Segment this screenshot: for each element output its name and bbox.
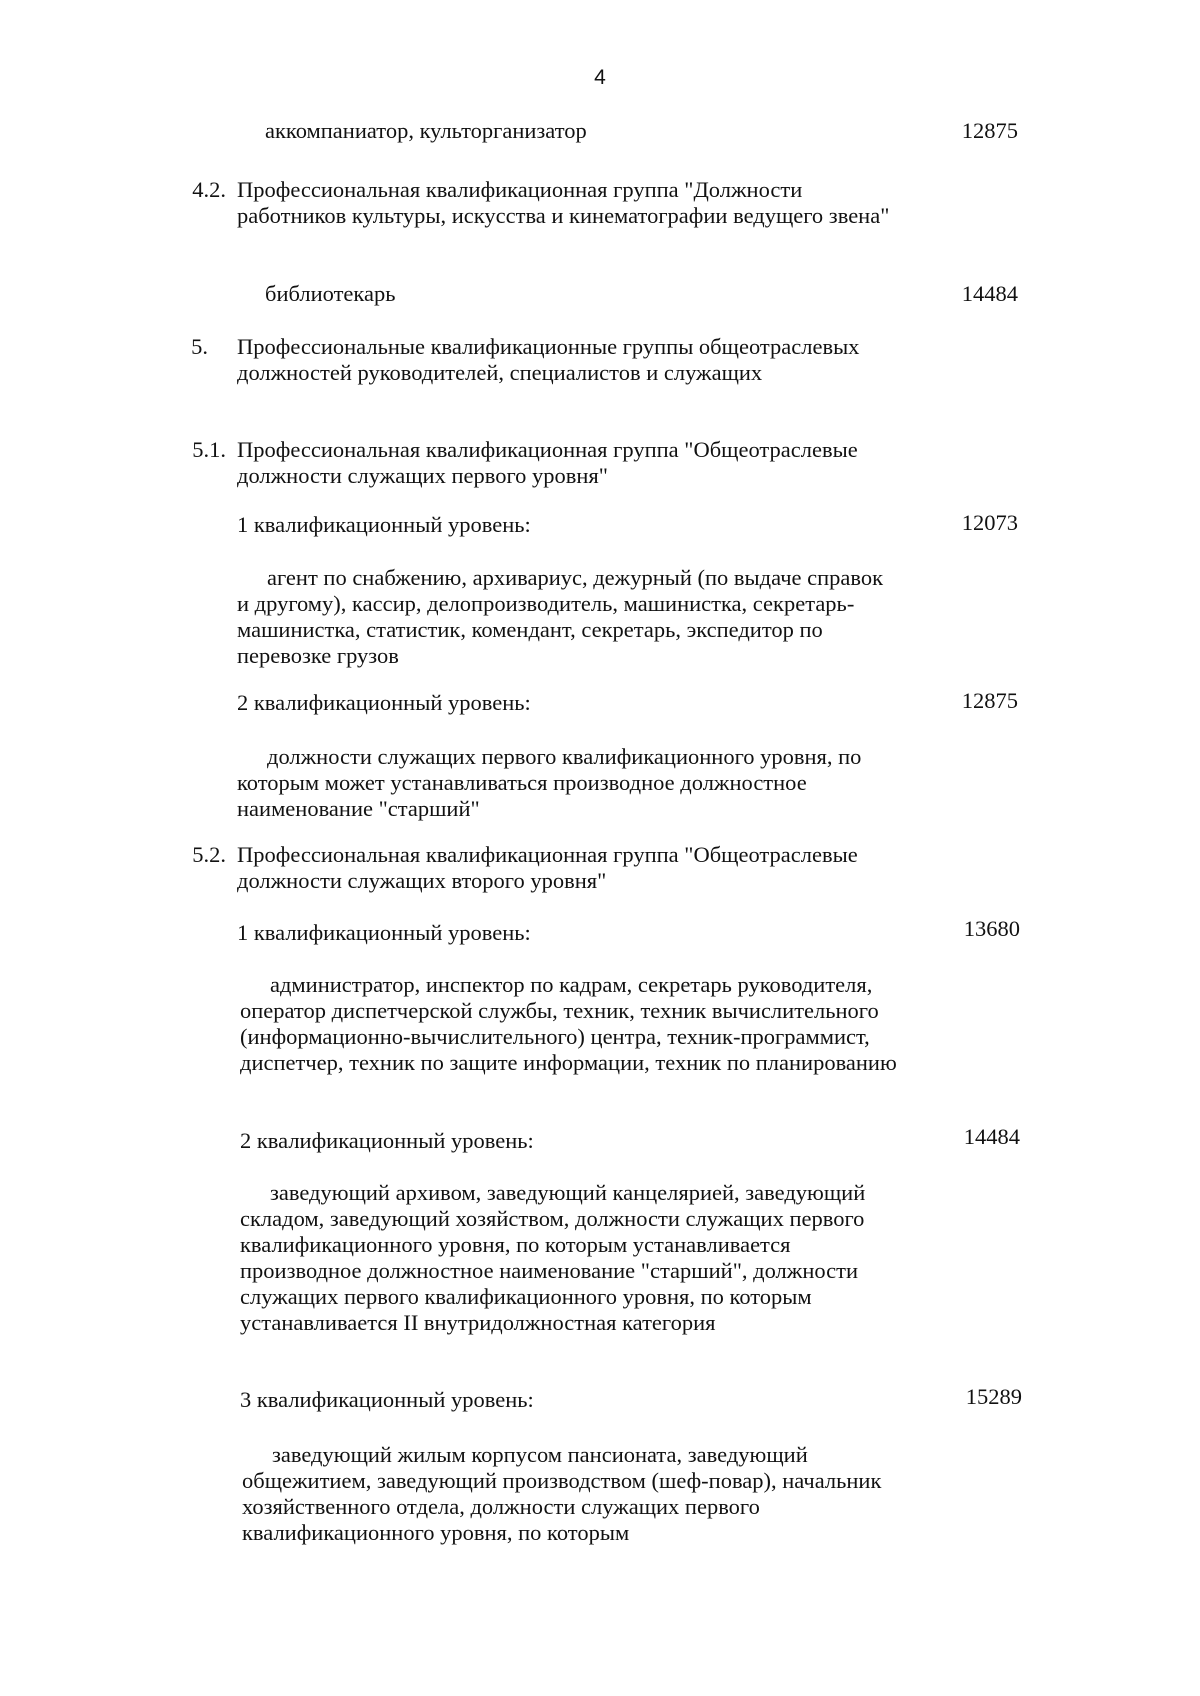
salary-value: 14484: [961, 281, 1018, 306]
salary-value: 15289: [965, 1384, 1022, 1409]
qualification-level: 3 квалификационный уровень:: [240, 1387, 534, 1412]
position-name: библиотекарь: [265, 281, 396, 306]
salary-value: 12875: [961, 118, 1018, 143]
qualification-level: 1 квалификационный уровень:: [237, 512, 531, 537]
positions-description: агент по снабжению, архивариус, дежурный (по выдаче справок и другому), кассир, делопроизводитель, машинистка, секретарь-машинистка, статистик, комендант, секретарь, экспедитор по перевозке грузов: [237, 565, 884, 668]
section-number: 5.1.: [192, 437, 226, 462]
page-number: 4: [594, 66, 606, 89]
section-title: Профессиональная квалификационная группа "Общеотраслевые должности служащих первого уровня": [237, 437, 858, 488]
positions-description: заведующий жилым корпусом пансионата, заведующий общежитием, заведующий производством (шеф-повар), начальник хозяйственного отдела, должности служащих первого квалификационного уровня, по которым: [242, 1442, 882, 1545]
qualification-level: 1 квалификационный уровень:: [237, 920, 531, 945]
salary-value: 14484: [963, 1124, 1020, 1149]
section-title: Профессиональная квалификационная группа "Общеотраслевые должности служащих второго уровня": [237, 842, 858, 893]
position-name: аккомпаниатор, культорганизатор: [265, 118, 587, 143]
qualification-level: 2 квалификационный уровень:: [237, 690, 531, 715]
qualification-level: 2 квалификационный уровень:: [240, 1128, 534, 1153]
salary-value: 12875: [961, 688, 1018, 713]
positions-description: заведующий архивом, заведующий канцелярией, заведующий складом, заведующий хозяйством, должности служащих первого квалификационного уровня, по которым устанавливается производное должностное наименование "старший", должности служащих первого квалификационного уровня, по которым устанавливается II внутридолжностная категория: [240, 1180, 866, 1335]
salary-value: 13680: [963, 916, 1020, 941]
positions-description: администратор, инспектор по кадрам, секретарь руководителя, оператор диспетчерской службы, техник, техник вычислительного (информационно-вычислительного) центра, техник-программист, диспетчер, техник по защите информации, техник по планированию: [240, 972, 897, 1075]
section-number: 5.: [191, 334, 208, 359]
positions-description: должности служащих первого квалификационного уровня, по которым может устанавливаться производное должностное наименование "старший": [237, 744, 862, 821]
section-title: Профессиональные квалификационные группы общеотраслевых должностей руководителей, специалистов и служащих: [237, 334, 860, 385]
section-number: 4.2.: [192, 177, 226, 202]
section-title: Профессиональная квалификационная группа "Должности работников культуры, искусства и кинематографии ведущего звена": [237, 177, 890, 228]
section-number: 5.2.: [192, 842, 226, 867]
salary-value: 12073: [961, 510, 1018, 535]
